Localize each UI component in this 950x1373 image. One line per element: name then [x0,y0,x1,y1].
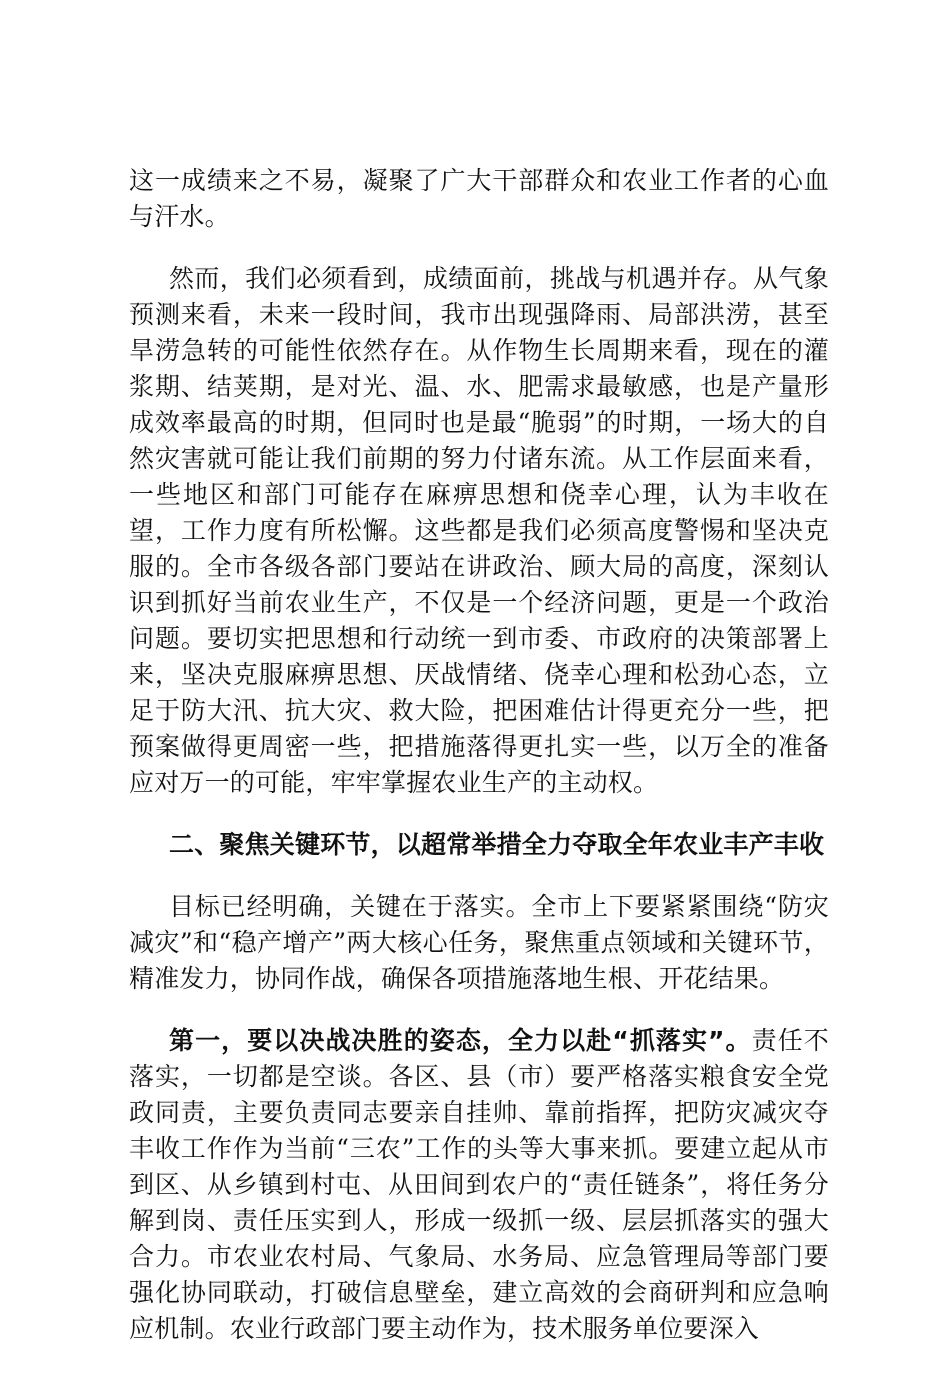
paragraph-continuation: 这一成绩来之不易，凝聚了广大干部群众和农业工作者的心血与汗水。 [129,166,829,231]
section-heading: 二、聚焦关键环节，以超常举措全力夺取全年农业丰产丰收 [169,830,825,859]
point-one-body: 责任不落实，一切都是空谈。各区、县（市）要严格落实粮食安全党政同责，主要负责同志要亲自挂帅、靠前指挥，把防灾减灾夺丰收工作作为当前“三农”工作的头等大事来抓。要建立起从市到区、从乡镇到村屯、从田间到农户的“责任链条”，将任务分解到岗、责任压实到人，形成一级抓一级、层层抓落实的强大合力。市农业农村局、气象局、水务局、应急管理局等部门要强化协同联动，打破信息壁垒，建立高效的会商研判和应急响应机制。农业行政部门要主动作为，技术服务单位要深入 [129,1026,829,1343]
point-one-lead: 第一，要以决战决胜的姿态，全力以赴“抓落实”。 [169,1026,752,1055]
paragraph-challenges: 然而，我们必须看到，成绩面前，挑战与机遇并存。从气象预测来看，未来一段时间，我市出现强降雨、局部洪涝，甚至旱涝急转的可能性依然存在。从作物生长周期来看，现在的灌浆期、结荚期，是对光、温、水、肥需求最敏感，也是产量形成效率最高的时期，但同时也是最“脆弱”的时期，一场大的自然灾害就可能让我们前期的努力付诸东流。从工作层面来看，一些地区和部门可能存在麻痹思想和侥幸心理，认为丰收在望，工作力度有所松懈。这些都是我们必须高度警惕和坚决克服的。全市各级各部门要站在讲政治、顾大局的高度，深刻认识到抓好当前农业生产，不仅是一个经济问题，更是一个政治问题。要切实把思想和行动统一到市委、市政府的决策部署上来，坚决克服麻痹思想、厌战情绪、侥幸心理和松劲心态，立足于防大汛、抗大灾、救大险，把困难估计得更充分一些，把预案做得更周密一些，把措施落得更扎实一些，以万全的准备应对万一的可能，牢牢掌握农业生产的主动权。 [129,264,829,797]
document-body [129,163,829,1373]
paragraph-point-one [129,1023,829,1347]
paragraph-intro: 目标已经明确，关键在于落实。全市上下要紧紧围绕“防灾减灾”和“稳产增产”两大核心任务，聚焦重点领域和关键环节，精准发力，协同作战，确保各项措施落地生根、开花结果。 [129,892,829,993]
